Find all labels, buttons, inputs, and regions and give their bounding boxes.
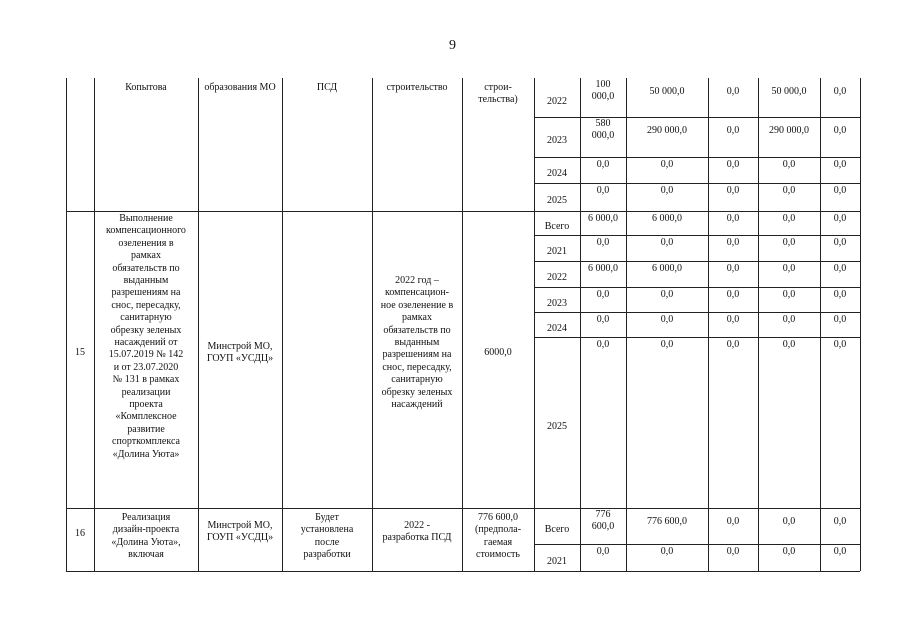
description: снос, пересадку, (382, 361, 452, 373)
year-cell: 2022 (547, 272, 567, 283)
item-name: дизайн-проекта (112, 524, 180, 536)
amount-1: 0,0 (660, 185, 674, 196)
amount-2: 0,0 (726, 159, 740, 170)
amount-total: 0,0 (596, 237, 610, 248)
item-name: обрезку зеленых (110, 324, 182, 336)
year-cell: 2025 (547, 195, 567, 206)
executor: ГОУП «УСДЦ» (206, 532, 274, 543)
amount-3: 0,0 (782, 516, 796, 527)
psd: Будет (315, 512, 339, 523)
amount-4: 0,0 (833, 159, 847, 170)
amount-2: 0,0 (726, 185, 740, 196)
amount-total: 6 000,0 (588, 263, 618, 274)
amount-4: 0,0 (833, 185, 847, 196)
amount-1: 0,0 (660, 289, 674, 300)
item-name: снос, пересадку, (111, 299, 181, 311)
description: строительство (386, 82, 448, 93)
grid-line (534, 312, 860, 313)
amount-2: 0,0 (726, 546, 740, 557)
amount-1: 0,0 (660, 237, 674, 248)
year-cell: 2023 (547, 135, 567, 146)
description: обрезку зеленых (381, 386, 453, 398)
page-number: 9 (449, 38, 456, 53)
item-name: реализации (121, 386, 171, 398)
amount-3: 0,0 (782, 314, 796, 325)
grid-line (534, 544, 860, 545)
psd: разработки (303, 549, 351, 561)
year-cell: 2024 (547, 322, 567, 334)
amount-2: 0,0 (726, 125, 740, 136)
grid-line (282, 78, 283, 571)
amount-1: 0,0 (660, 159, 674, 170)
year-cell: 2023 (547, 297, 567, 309)
amount-total: 580 000,0 (591, 118, 615, 142)
amount-4: 0,0 (833, 125, 847, 136)
description: компенсацион- (384, 287, 449, 299)
grid-line (534, 157, 860, 158)
description: санитарную (391, 374, 443, 386)
amount-1: 0,0 (660, 314, 674, 325)
item-name: 15.07.2019 № 142 (108, 349, 184, 361)
item-name: и от 23.07.2020 (113, 361, 179, 373)
amount-total: 0,0 (596, 546, 610, 557)
grid-line (66, 211, 860, 212)
cost: тельства) (478, 94, 518, 105)
executor: Минстрой МО, (207, 520, 273, 531)
item-name: «Комплексное (115, 411, 177, 423)
row-number: 15 (75, 347, 85, 358)
amount-3: 0,0 (782, 546, 796, 557)
item-name: проекта (129, 399, 163, 410)
item-name: компенсационного (106, 225, 186, 237)
grid-line (66, 508, 860, 509)
amount-2: 0,0 (726, 516, 740, 527)
description: разрешениям на (382, 349, 452, 361)
year-cell: 2024 (547, 168, 567, 179)
amount-2: 0,0 (726, 263, 740, 274)
amount-3: 0,0 (782, 339, 796, 350)
description: 2022 год – (395, 275, 439, 286)
amount-2: 0,0 (726, 339, 740, 350)
amount-3: 0,0 (782, 289, 796, 300)
amount-4: 0,0 (833, 86, 847, 97)
amount-4: 0,0 (833, 263, 847, 274)
grid-line (198, 78, 199, 571)
psd: установлена (300, 524, 354, 536)
executor: образования МО (204, 82, 276, 93)
amount-1: 50 000,0 (649, 86, 685, 97)
amount-1: 6 000,0 (652, 213, 682, 224)
cost: строи- (484, 82, 512, 93)
grid-line (462, 78, 463, 571)
year-cell: 2021 (547, 246, 567, 257)
item-name: «Долина Уюта», (111, 536, 181, 548)
amount-total: 0,0 (596, 339, 610, 350)
grid-line (860, 78, 861, 571)
item-name: санитарную (120, 312, 172, 324)
amount-3: 290 000,0 (769, 125, 809, 136)
row-number: 16 (75, 528, 85, 539)
amount-1: 0,0 (660, 339, 674, 350)
amount-4: 0,0 (833, 314, 847, 325)
amount-3: 0,0 (782, 159, 796, 170)
grid-line (534, 261, 860, 262)
description: выданным (394, 337, 440, 348)
executor: ГОУП «УСДЦ» (206, 353, 274, 364)
amount-3: 0,0 (782, 237, 796, 248)
amount-1: 290 000,0 (647, 125, 687, 136)
item-name: разрешениям на (111, 287, 181, 299)
amount-1: 776 600,0 (647, 516, 687, 527)
grid-line (66, 78, 67, 571)
amount-2: 0,0 (726, 314, 740, 325)
item-name: озеленения в (118, 237, 174, 249)
item-name: «Долина Уюта» (112, 448, 180, 460)
amount-4: 0,0 (833, 339, 847, 350)
item-name: Реализация (121, 512, 171, 523)
amount-2: 0,0 (726, 289, 740, 300)
amount-4: 0,0 (833, 213, 847, 224)
amount-4: 0,0 (833, 237, 847, 248)
item-name: Выполнение (119, 213, 173, 224)
item-name: № 131 в рамках (112, 374, 180, 386)
executor: Минстрой МО, (207, 341, 273, 352)
amount-total: 100 000,0 (591, 79, 615, 103)
year-cell: Всего (544, 524, 570, 535)
item-name: включая (128, 549, 164, 561)
description: 2022 - (404, 520, 430, 531)
item-name: обязательств по (112, 262, 180, 274)
description: насаждений (391, 399, 443, 410)
item-name: Копытова (125, 82, 167, 93)
amount-total: 776 600,0 (591, 509, 615, 533)
amount-2: 0,0 (726, 213, 740, 224)
grid-line (534, 287, 860, 288)
amount-3: 0,0 (782, 213, 796, 224)
item-name: развитие (127, 423, 165, 435)
psd: ПСД (316, 82, 338, 93)
amount-3: 0,0 (782, 263, 796, 274)
description: разработка ПСД (382, 532, 452, 543)
amount-total: 0,0 (596, 185, 610, 196)
amount-3: 0,0 (782, 185, 796, 196)
amount-4: 0,0 (833, 546, 847, 557)
amount-4: 0,0 (833, 289, 847, 300)
cost: 6000,0 (484, 347, 512, 358)
description: ное озеленение в (380, 299, 454, 311)
year-cell: 2021 (547, 555, 567, 567)
year-cell: 2022 (547, 95, 567, 107)
amount-4: 0,0 (833, 516, 847, 527)
year-cell: Всего (544, 221, 570, 232)
amount-total: 0,0 (596, 289, 610, 300)
amount-total: 0,0 (596, 159, 610, 170)
amount-2: 0,0 (726, 86, 740, 97)
psd: после (314, 536, 340, 548)
description: рамках (402, 312, 432, 324)
grid-line (534, 337, 860, 338)
amount-1: 6 000,0 (652, 263, 682, 274)
grid-line (534, 183, 860, 184)
year-cell: 2025 (547, 420, 567, 432)
item-name: рамках (131, 250, 161, 262)
cost: 776 600,0 (478, 512, 518, 523)
item-name: насаждений от (114, 337, 178, 348)
grid-line (66, 571, 860, 572)
amount-1: 0,0 (660, 546, 674, 557)
item-name: выданным (123, 275, 169, 286)
amount-2: 0,0 (726, 237, 740, 248)
amount-total: 6 000,0 (588, 213, 618, 224)
description: обязательств по (383, 324, 451, 336)
amount-total: 0,0 (596, 314, 610, 325)
item-name: спорткомплекса (112, 436, 180, 448)
grid-line (534, 235, 860, 236)
cost: (предпола- (474, 524, 522, 536)
amount-3: 50 000,0 (771, 86, 807, 97)
cost: гаемая (483, 536, 513, 548)
cost: стоимость (476, 549, 520, 561)
